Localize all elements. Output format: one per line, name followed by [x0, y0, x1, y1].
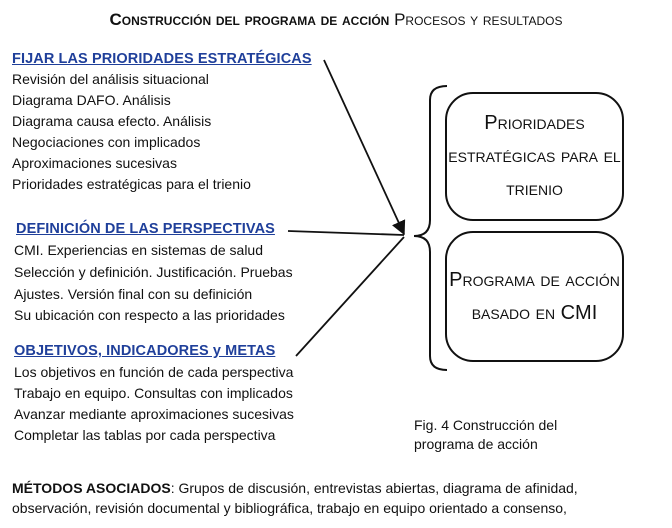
list-item: Prioridades estratégicas para el trienio — [12, 176, 251, 192]
methods-label: MÉTODOS ASOCIADOS — [12, 480, 171, 496]
list-item: Revisión del análisis situacional — [12, 71, 209, 87]
arrow-from-objectives — [296, 237, 404, 356]
methods-line: : Grupos de discusión, entrevistas abiertas, diagrama de afinidad, — [170, 480, 578, 496]
arrow-from-perspectives — [288, 231, 404, 235]
section-heading-perspectives: DEFINICIÓN DE LAS PERSPECTIVAS — [16, 221, 275, 237]
list-item: Aproximaciones sucesivas — [12, 155, 177, 171]
result-box-priorities — [445, 92, 624, 221]
list-item: Completar las tablas por cada perspectiva — [14, 427, 276, 443]
section-heading-priorities: FIJAR LAS PRIORIDADES ESTRATÉGICAS — [12, 51, 312, 67]
list-item: Avanzar mediante aproximaciones sucesivas — [14, 406, 294, 422]
result-box-program — [445, 231, 624, 362]
methods-text — [12, 478, 578, 518]
list-item: CMI. Experiencias en sistemas de salud — [14, 242, 263, 258]
caption-line: programa de acción — [414, 436, 538, 452]
title-sub: Procesos y resultados — [394, 10, 563, 29]
list-item: Ajustes. Versión final con su definición — [14, 286, 253, 302]
methods-line: observación, revisión documental y bibliográfica, trabajo en equipo orientado a consenso, — [12, 500, 567, 516]
list-item: Selección y definición. Justificación. Pruebas — [14, 264, 293, 280]
list-item: Su ubicación con respecto a las prioridades — [14, 307, 285, 323]
list-item: Diagrama causa efecto. Análisis — [12, 113, 212, 129]
title-main: Construcción del programa de acción — [109, 10, 390, 29]
section-heading-objectives: OBJETIVOS, INDICADORES y METAS — [14, 343, 276, 359]
arrow-from-priorities — [324, 60, 404, 234]
caption-line: Fig. 4 Construcción del — [414, 417, 558, 433]
list-item: Diagrama DAFO. Análisis — [12, 92, 171, 108]
list-item: Trabajo en equipo. Consultas con implicados — [14, 385, 293, 401]
list-item: Negociaciones con implicados — [12, 134, 201, 150]
list-item: Los objetivos en función de cada perspectiva — [14, 364, 294, 380]
result-box-text: Prioridades estratégicas para el trienio — [448, 112, 621, 200]
result-box-text: Programa de acción basado en CMI — [449, 268, 620, 324]
figure-caption — [414, 416, 557, 454]
brace-icon — [414, 86, 447, 370]
